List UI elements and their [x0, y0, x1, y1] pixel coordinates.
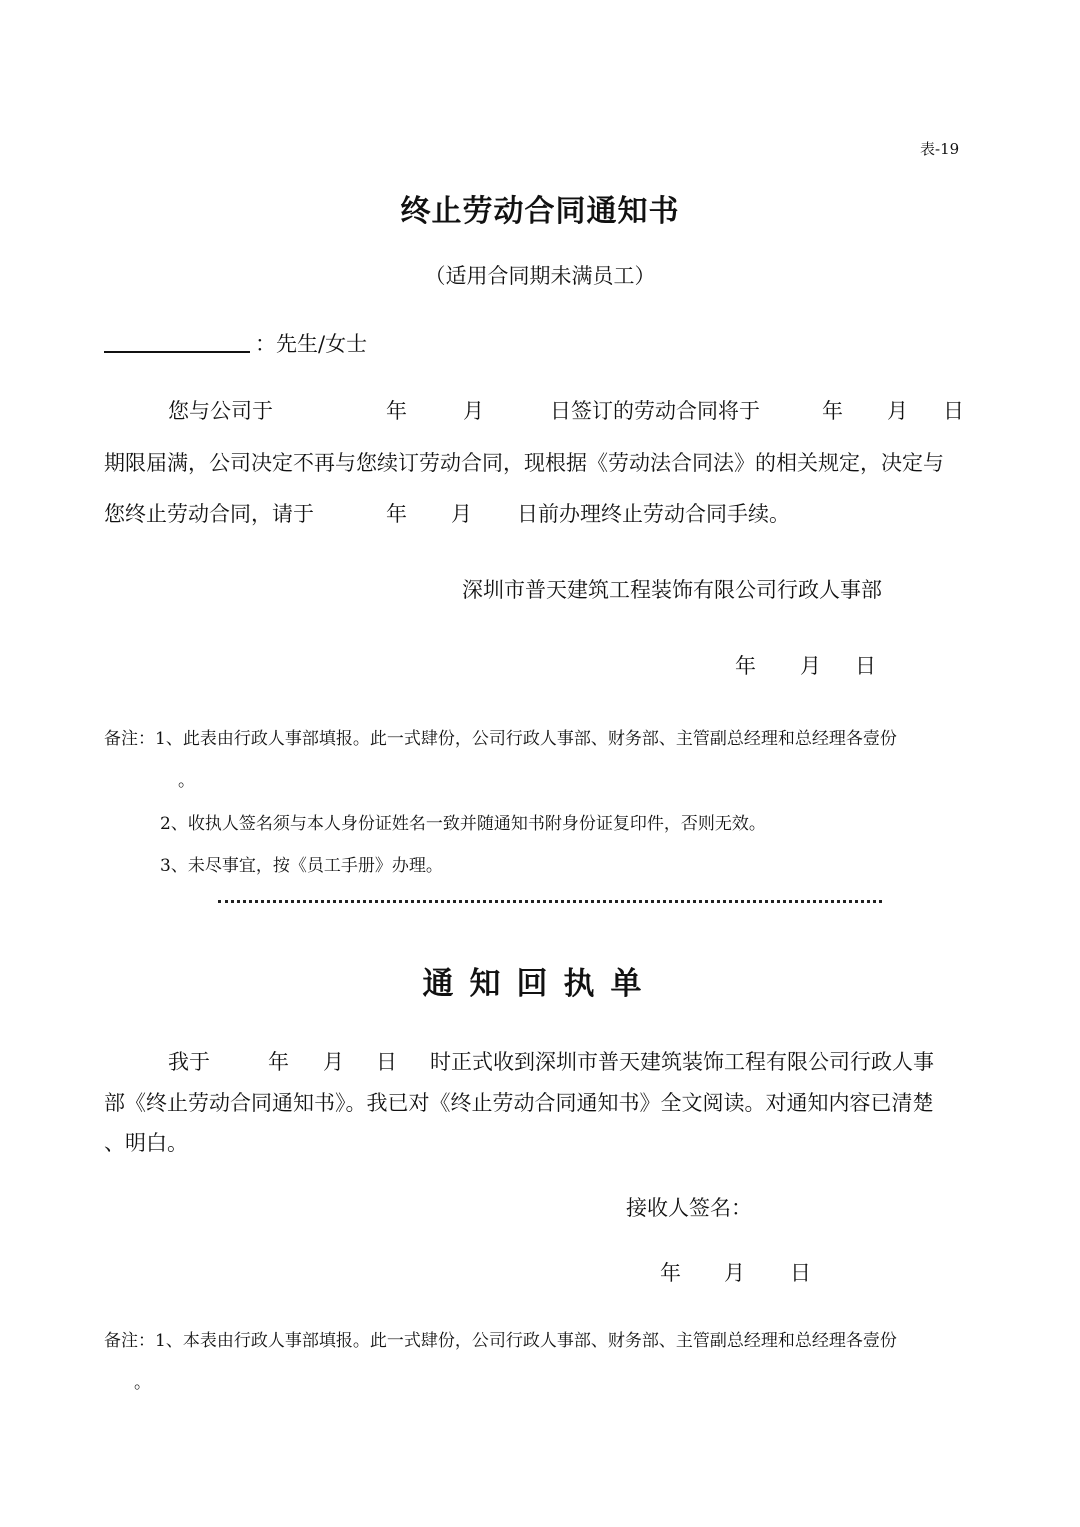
- notice-subtitle: （适用合同期未满员工）: [424, 264, 656, 288]
- signature-day: 日: [790, 1261, 811, 1285]
- form-number: 表-19: [920, 140, 960, 158]
- expire-year: 年: [822, 399, 843, 423]
- receipt-line1-end: 时正式收到深圳市普天建筑装饰工程有限公司行政人事: [430, 1050, 934, 1074]
- remark-2: 2、收执人签名须与本人身份证姓名一致并随通知书附身份证复印件，否则无效。: [160, 814, 766, 834]
- body-line3-end: 日前办理终止劳动合同手续。: [517, 502, 790, 526]
- receipt-line2: 部《终止劳动合同通知书》。我已对《终止劳动合同通知书》全文阅读。对通知内容已清楚: [104, 1091, 934, 1115]
- receipt-remark: 备注：1、本表由行政人事部填报。此一式肆份，公司行政人事部、财务部、主管副总经理和总经理各壹份: [104, 1331, 897, 1351]
- issuer: 深圳市普天建筑工程装饰有限公司行政人事部: [462, 578, 882, 602]
- cut-line: [218, 900, 882, 903]
- issue-day: 日: [855, 654, 876, 678]
- body-line2: 期限届满，公司决定不再与您续订劳动合同，现根据《劳动法合同法》的相关规定，决定与: [104, 451, 944, 475]
- signature-label: 接收人签名：: [626, 1196, 752, 1220]
- issue-year: 年: [735, 654, 756, 678]
- sign-year: 年: [386, 399, 407, 423]
- issue-month: 月: [800, 654, 821, 678]
- receipt-day: 日: [376, 1050, 397, 1074]
- body-line1-middle: 日签订的劳动合同将于: [550, 399, 760, 423]
- expire-month: 月: [887, 399, 908, 423]
- expire-day: 日: [943, 399, 964, 423]
- remark-1-end: 。: [178, 771, 195, 791]
- deadline-year: 年: [386, 502, 407, 526]
- signature-year: 年: [660, 1261, 681, 1285]
- notice-title: 终止劳动合同通知书: [400, 194, 680, 229]
- receipt-remark-end: 。: [134, 1373, 151, 1393]
- receipt-line3: 、明白。: [104, 1131, 188, 1155]
- remark-3: 3、未尽事宜，按《员工手册》办理。: [160, 856, 443, 876]
- receipt-month: 月: [323, 1050, 344, 1074]
- recipient-name-blank: [104, 351, 250, 353]
- receipt-line1-start: 我于: [168, 1050, 210, 1074]
- remark-1: 备注：1、此表由行政人事部填报。此一式肆份，公司行政人事部、财务部、主管副总经理和总经理各壹份: [104, 729, 897, 749]
- sign-month: 月: [463, 399, 484, 423]
- body-line3-start: 您终止劳动合同，请于: [104, 502, 314, 526]
- receipt-year: 年: [268, 1050, 289, 1074]
- deadline-month: 月: [451, 502, 472, 526]
- body-line1-start: 您与公司于: [168, 399, 273, 423]
- salutation: ：先生/女士: [255, 332, 368, 356]
- receipt-title: 通知回执单: [422, 966, 658, 1002]
- signature-month: 月: [724, 1261, 745, 1285]
